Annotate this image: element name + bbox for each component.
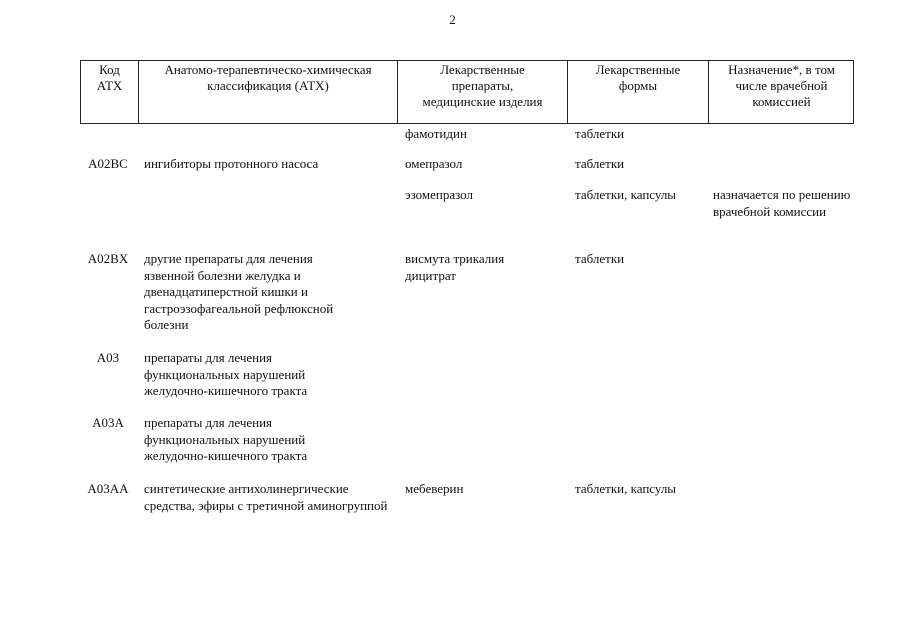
cell-code: A02BC xyxy=(88,156,128,171)
cell-atc: препараты для лечения функциональных нарушений желудочно-кишечного тракта xyxy=(144,415,308,463)
header-dosage-forms: Лекарственные формы xyxy=(567,61,708,123)
cell-drug: висмута трикалия дицитрат xyxy=(405,251,505,283)
header-atc-classification: Анатомо-терапевтическо-химическая классификация (АТХ) xyxy=(138,61,397,123)
cell-drug: фамотидин xyxy=(405,126,467,141)
page-number: 2 xyxy=(449,12,456,27)
cell-atc: синтетические антихолинергические средства, эфиры с третичной аминогруппой xyxy=(144,481,388,513)
cell-drug: мебеверин xyxy=(405,481,464,496)
cell-form: таблетки xyxy=(575,156,625,171)
table-header xyxy=(80,60,854,124)
cell-drug: эзомепразол xyxy=(405,187,473,202)
cell-code: A03 xyxy=(96,350,120,365)
cell-form: таблетки xyxy=(575,251,625,266)
header-prescription: Назначение*, в том числе врачебной комиссией xyxy=(708,61,854,123)
cell-drug: омепразол xyxy=(405,156,463,171)
cell-form: таблетки, капсулы xyxy=(575,187,677,202)
cell-note: назначается по решению врачебной комиссии xyxy=(713,187,851,219)
cell-code: A03AA xyxy=(87,481,129,496)
cell-form: таблетки xyxy=(575,126,625,141)
cell-code: A02BX xyxy=(87,251,129,266)
cell-form: таблетки, капсулы xyxy=(575,481,677,496)
header-drugs: Лекарственные препараты, медицинские изделия xyxy=(397,61,567,123)
cell-atc: препараты для лечения функциональных нарушений желудочно-кишечного тракта xyxy=(144,350,308,398)
cell-atc: ингибиторы протонного насоса xyxy=(144,156,319,171)
header-atc-code: Код АТХ xyxy=(96,62,123,93)
cell-code: A03A xyxy=(92,415,124,430)
cell-atc: другие препараты для лечения язвенной болезни желудка и двенадцатиперстной кишки и гастроэзофагеальной рефлюксной болезни xyxy=(144,251,334,332)
